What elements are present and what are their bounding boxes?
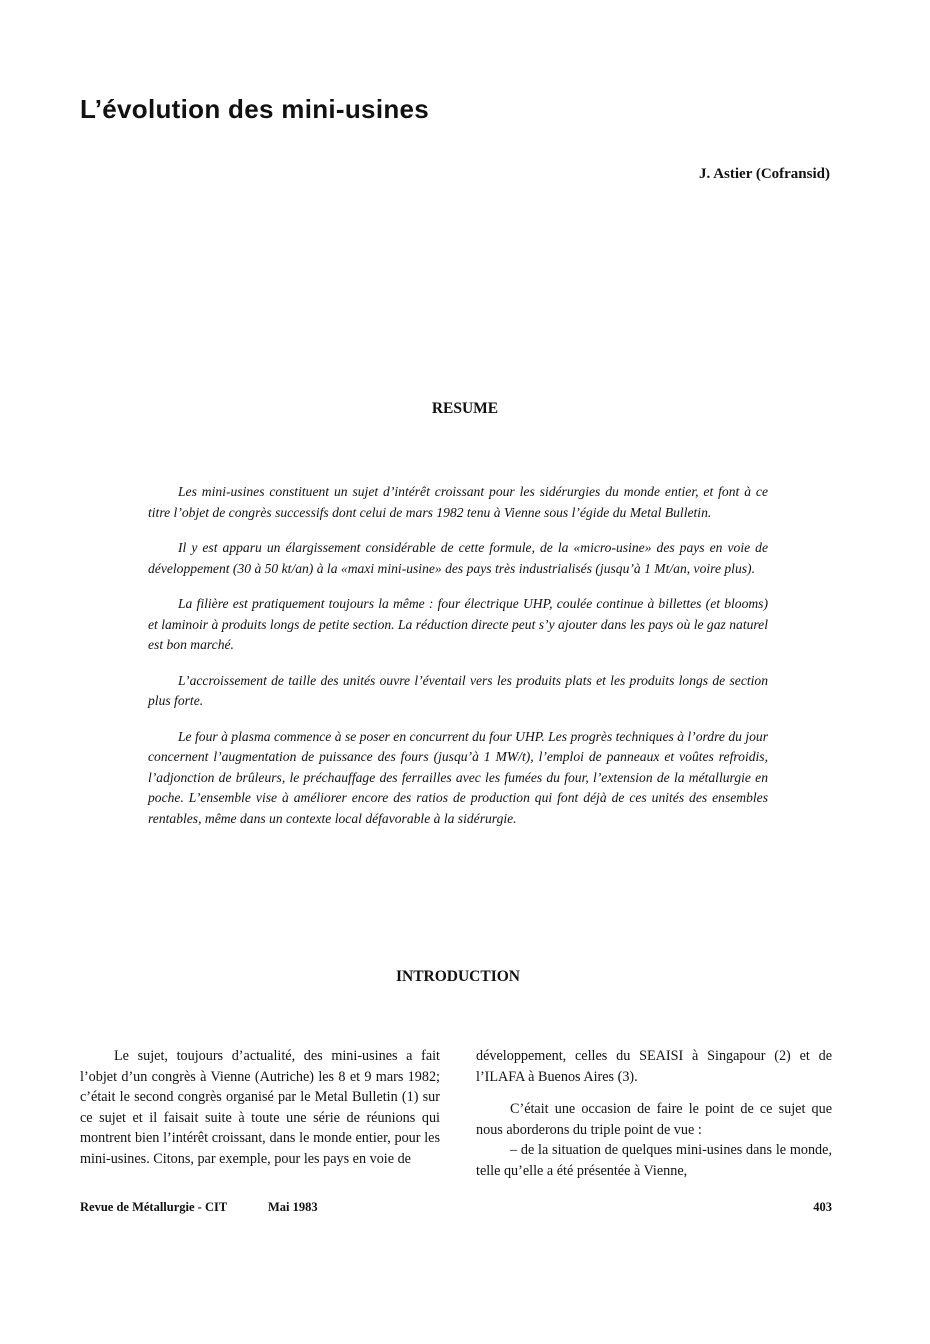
footer-journal-name: Revue de Métallurgie - CIT	[80, 1200, 228, 1214]
body-paragraph: Le sujet, toujours d’actualité, des mini-usines a fait l’objet d’un congrès à Vienne (Autriche) les 8 et 9 mars 1982; c’était le second congrès organisé par le Metal Bulletin (1) sur ce sujet et il faisait suite à toute une série de réunions qui montrent bien l’intérêt croissant, dans le monde entier, pour les mini-usines. Citons, par exemple, pour les pays en voie de	[80, 1048, 440, 1167]
introduction-left-column	[80, 1046, 440, 1170]
resume-heading: RESUME	[431, 400, 499, 417]
article-author: J. Astier (Cofransid)	[699, 166, 830, 182]
resume-paragraph: Le four à plasma commence à se poser en concurrent du four UHP. Les progrès techniques à l’ordre du jour concernent l’augmentation de puissance des fours (jusqu’à 1 MW/t), l’emploi de panneaux et voûtes refroidis, l’adjonction de brûleurs, le préchauffage des ferrailles avec les fumées du four, l’extension de la métallurgie en poche. L’ensemble vise à améliorer encore des ratios de production qui font déjà de ces unités des ensembles rentables, même dans un contexte local défavorable à la sidérurgie.	[148, 728, 768, 826]
introduction-heading: INTRODUCTION	[395, 968, 520, 985]
body-paragraph: C’était une occasion de faire le point de ce sujet que nous aborderons du triple point de vue :	[476, 1101, 832, 1138]
footer-date: Mai 1983	[268, 1200, 318, 1214]
article-title: L’évolution des mini-usines	[80, 94, 430, 124]
resume-paragraph: L’accroissement de taille des unités ouvre l’éventail vers les produits plats et les produits longs de section plus forte.	[148, 672, 768, 708]
footer-page-number: 403	[813, 1200, 832, 1214]
body-paragraph: développement, celles du SEAISI à Singapour (2) et de l’ILAFA à Buenos Aires (3).	[476, 1048, 832, 1085]
resume-paragraph: Les mini-usines constituent un sujet d’intérêt croissant pour les sidérurgies du monde entier, et font à ce titre l’objet de congrès successifs dont celui de mars 1982 tenu à Vienne sous l’égide du Metal Bulletin.	[148, 484, 768, 520]
list-item: – de la situation de quelques mini-usines dans le monde, telle qu’elle a été présentée à Vienne,	[476, 1142, 832, 1179]
resume-abstract	[148, 482, 768, 844]
introduction-right-column	[476, 1046, 832, 1182]
resume-paragraph: La filière est pratiquement toujours la même : four électrique UHP, coulée continue à billettes (et blooms) et laminoir à produits longs de petite section. La réduction directe peut s’y ajouter dans les pays où le gaz naturel est bon marché.	[148, 596, 768, 652]
resume-paragraph: Il y est apparu un élargissement considérable de cette formule, de la «micro-usine» des pays en voie de développement (30 à 50 kt/an) à la «maxi mini-usine» des pays très industrialisés (jusqu’à 1 Mt/an, voire plus).	[148, 540, 768, 576]
